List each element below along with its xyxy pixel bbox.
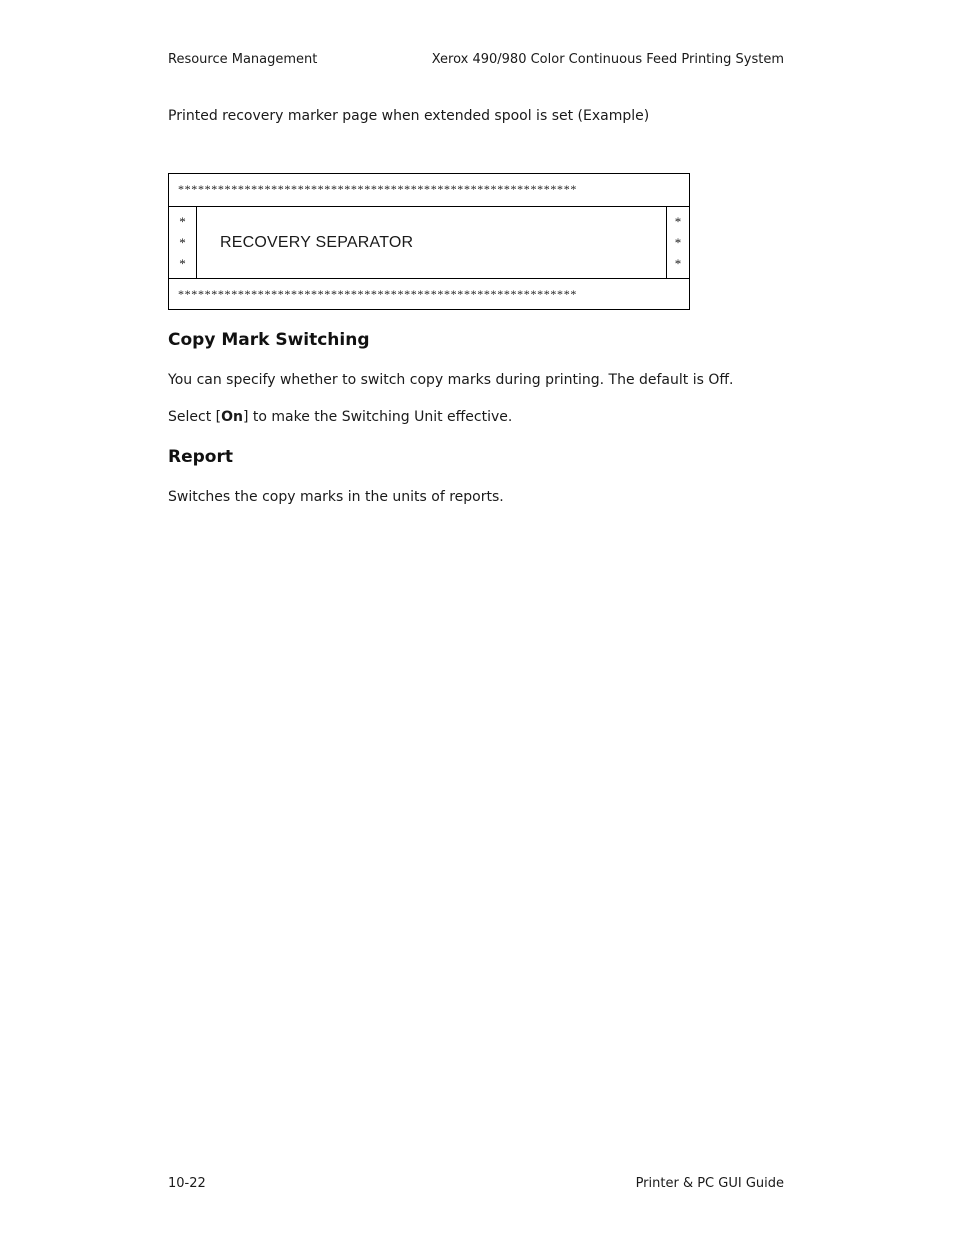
instruction-on-option: On [221,409,243,425]
side-star: * [179,214,186,229]
side-star: * [179,256,186,271]
top-stars-row: ************************************************************ [169,174,689,207]
page-header-left: Resource Management [168,52,318,67]
side-star: * [674,256,682,271]
right-stars-column [666,207,689,278]
middle-row [169,207,689,278]
side-star: * [674,235,682,250]
left-stars-column [169,207,197,278]
bottom-stars-row: ************************************************************ [169,278,689,311]
instruction-suffix: ] to make the Switching Unit effective. [242,409,513,425]
page-number: 10-22 [168,1176,206,1191]
instruction-prefix: Select [ [168,409,222,425]
side-star: * [674,214,682,229]
copy-mark-description: You can specify whether to switch copy marks during printing. The default is Off. [168,372,734,388]
side-star: * [179,235,186,250]
page-header-right: Xerox 490/980 Color Continuous Feed Printing System [431,52,784,67]
guide-title: Printer & PC GUI Guide [635,1176,784,1191]
copy-mark-instruction [168,409,512,425]
recovery-separator-label: RECOVERY SEPARATOR [220,233,414,251]
section-title-copy-mark-switching: Copy Mark Switching [168,330,370,350]
figure-caption: Printed recovery marker page when extended spool is set (Example) [168,108,650,124]
section-title-report: Report [168,447,233,467]
recovery-marker-page [168,173,690,310]
report-description: Switches the copy marks in the units of reports. [168,489,504,505]
